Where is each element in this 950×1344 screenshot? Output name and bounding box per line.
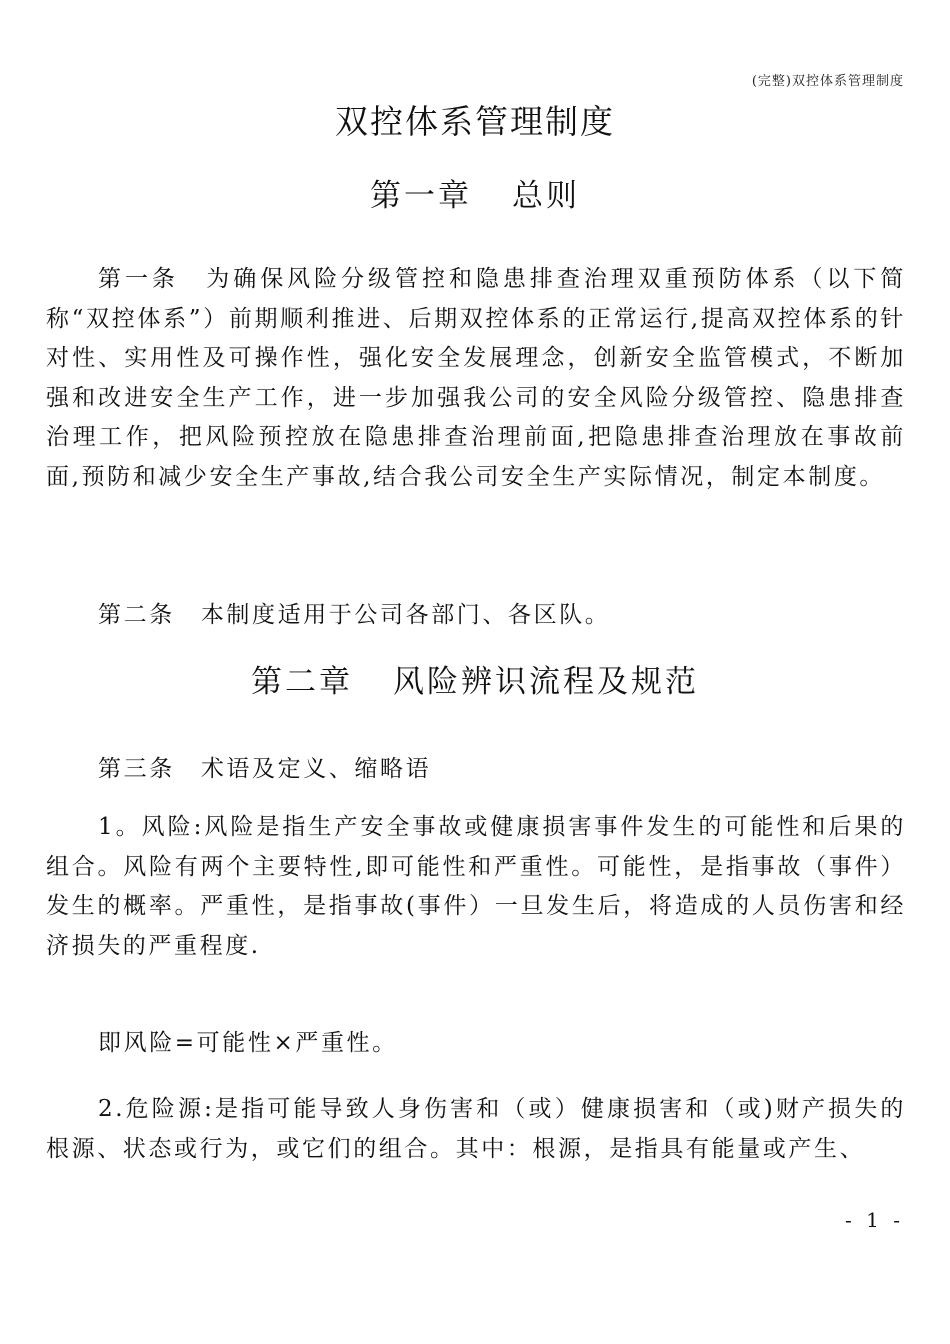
article-1-label: 第一条 [98,266,179,292]
definition-hazard-paragraph: 2.危险源:是指可能导致人身伤害和（或）健康损害和（或)财产损失的根源、状态或行为，或它们的组合。其中：根源，是指具有能量或产生、 [46,1096,906,1162]
article-1-paragraph [46,260,906,497]
document-title: 双控体系管理制度 [335,102,615,141]
chapter-2-name: 风险辨识流程及规范 [393,664,699,700]
article-2-text: 本制度适用于公司各部门、各区队。 [200,602,611,628]
running-header: (完整)双控体系管理制度 [751,74,904,89]
page-number: - 1 - [845,1208,904,1232]
risk-formula-line: 即风险=可能性×严重性。 [98,1030,398,1056]
article-1-text: 为确保风险分级管控和隐患排查治理双重预防体系（以下简称“双控体系”）前期顺利推进、后期双控体系的正常运行,提高双控体系的针对性、实用性及可操作性，强化安全发展理念，创新安全监管模式，不断加强和改进安全生产工作，进一步加强我公司的安全风险分级管控、隐患排查治理工作，把风险预控放在隐患排查治理前面,把隐患排查治理放在事故前面,预防和减少安全生产事故,结合我公司安全生产实际情况，制定本制度。 [46,266,906,490]
chapter-1-heading [0,170,950,215]
article-2-line [98,596,610,629]
chapter-2-number: 第二章 [251,664,353,700]
chapter-1-name: 总则 [512,178,580,214]
article-2-label: 第二条 [98,602,175,628]
article-3-line [98,750,431,783]
article-3-text: 术语及定义、缩略语 [200,756,432,782]
article-3-label: 第三条 [98,756,175,782]
definition-risk-paragraph: 1。风险:风险是指生产安全事故或健康损害事件发生的可能性和后果的组合。风险有两个主要特性,即可能性和严重性。可能性，是指事故（事件）发生的概率。严重性，是指事故(事件）一旦发生后，将造成的人员伤害和经济损失的严重程度. [46,814,906,959]
chapter-2-heading [0,656,950,701]
chapter-1-number: 第一章 [370,178,472,214]
